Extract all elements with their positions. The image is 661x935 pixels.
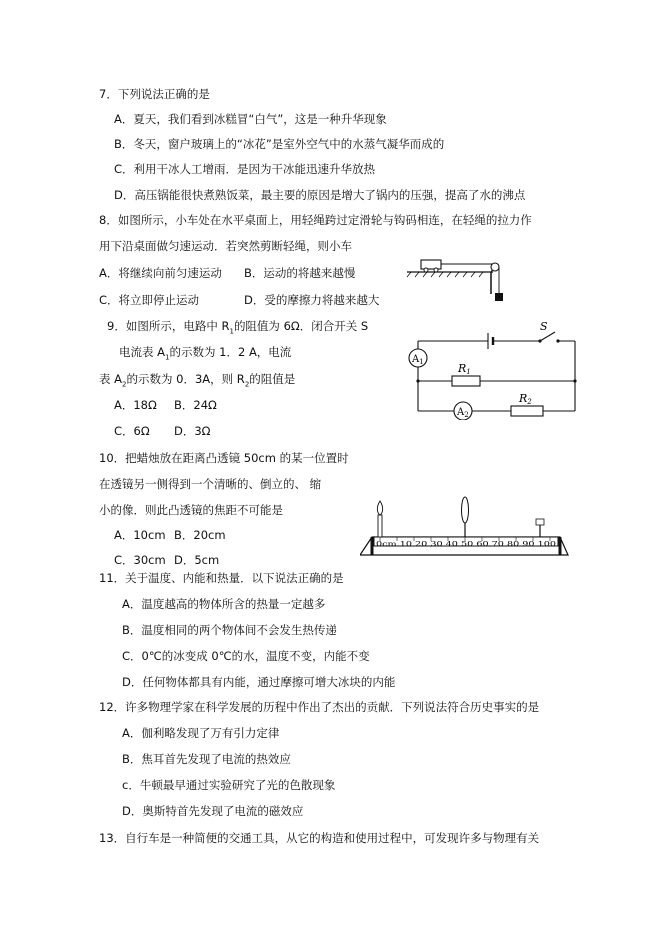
ammeter-a1-label: $A_1$ bbox=[412, 354, 424, 366]
q9-stem-line3: 表 $A_2$的示数为 0．3A，则 $R_2$的阻值是 bbox=[99, 372, 296, 389]
q8-option-b: B．运动的将越来越慢 bbox=[244, 266, 356, 280]
q13-stem: 13．自行车是一种简便的交通工具，从它的构造和使用过程中，可发现许多与物理有关 bbox=[99, 831, 540, 845]
q12-option-a: A．伽利略发现了万有引力定律 bbox=[122, 726, 280, 740]
q7-option-b: B．冬天，窗户玻璃上的“冰花”是室外空气中的水蒸气凝华而成的 bbox=[114, 137, 445, 151]
q12-option-b: B．焦耳首先发现了电流的热效应 bbox=[122, 752, 291, 766]
q9-stem-line1: 9．如图所示，电路中 $R_1$的阻值为 6Ω．闭合开关 S bbox=[107, 319, 369, 336]
q10-option-c: C．30cm bbox=[114, 553, 166, 567]
q11-option-a: A．温度越高的物体所含的热量一定越多 bbox=[122, 597, 326, 611]
q12-option-d: D．奥斯特首先发现了电流的磁效应 bbox=[122, 804, 304, 818]
q9-option-c: C．6Ω bbox=[114, 424, 150, 438]
q8-stem-line1: 8．如图所示，小车处在水平桌面上，用轻绳跨过定滑轮与钩码相连，在轻绳的拉力作 bbox=[99, 213, 532, 227]
q10-stem-line3: 小的像．则此凸透镜的焦距不可能是 bbox=[99, 503, 283, 517]
q9-option-a: A．18Ω bbox=[114, 398, 157, 412]
q12-option-c: c．牛顿最早通过实验研究了光的色散现象 bbox=[122, 778, 336, 792]
q11-stem: 11．关于温度、内能和热量．以下说法正确的是 bbox=[99, 571, 344, 585]
q11-option-b: B．温度相同的两个物体间不会发生热传递 bbox=[122, 623, 337, 637]
q10-stem-line2: 在透镜另一侧得到一个清晰的、倒立的、 缩 bbox=[99, 477, 322, 491]
q9-option-b: B．24Ω bbox=[174, 398, 217, 412]
q11-option-d: D．任何物体都具有内能，通过摩擦可增大冰块的内能 bbox=[122, 675, 396, 689]
q7-option-a: A．夏天，我们看到冰糕冒“白气”，这是一种升华现象 bbox=[114, 112, 387, 126]
q10-option-a: A．10cm bbox=[114, 528, 166, 542]
q12-stem: 12．许多物理学家在科学发展的历程中作出了杰出的贡献．下列说法符合历史事实的是 bbox=[99, 700, 540, 714]
q9-stem-line2: 电流表 $A_1$的示数为 1．2 A，电流 bbox=[119, 345, 292, 362]
q10-option-b: B．20cm bbox=[174, 528, 226, 542]
q10-option-d: D．5cm bbox=[174, 553, 220, 567]
q8-option-a: A．将继续向前匀速运动 bbox=[99, 266, 222, 280]
q7-option-c: C．利用干冰人工增雨．是因为干冰能迅速升华放热 bbox=[114, 162, 376, 176]
q11-option-c: C．0℃的冰变成 0℃的水，温度不变，内能不变 bbox=[122, 649, 370, 663]
resistor-r1-label: R1 bbox=[458, 362, 471, 376]
q7-stem: 7．下列说法正确的是 bbox=[99, 87, 210, 101]
q8-option-d: D．受的摩擦力将越来越大 bbox=[244, 293, 380, 307]
q9-option-d: D．3Ω bbox=[174, 424, 211, 438]
ammeter-a2-label: $A_2$ bbox=[457, 407, 469, 419]
switch-label: S bbox=[540, 320, 548, 333]
circuit-figure bbox=[400, 320, 585, 420]
q8-stem-line2: 用下沿桌面做匀速运动．若突然剪断轻绳，则小车 bbox=[99, 239, 352, 253]
optical-bench-figure bbox=[360, 493, 570, 558]
resistor-r2-label: R2 bbox=[519, 392, 532, 406]
cart-pulley-figure bbox=[405, 250, 515, 310]
q7-option-d: D．高压锅能很快煮熟饭菜，最主要的原因是增大了锅内的压强，提高了水的沸点 bbox=[114, 188, 526, 202]
bench-scale-label: 0cm 10 20 30 40 50 60 70 80 90 100 bbox=[376, 541, 557, 548]
q10-stem-line1: 10．把蜡烛放在距离凸透镜 50cm 的某一位置时 bbox=[99, 451, 349, 465]
q8-option-c: C．将立即停止运动 bbox=[99, 293, 200, 307]
